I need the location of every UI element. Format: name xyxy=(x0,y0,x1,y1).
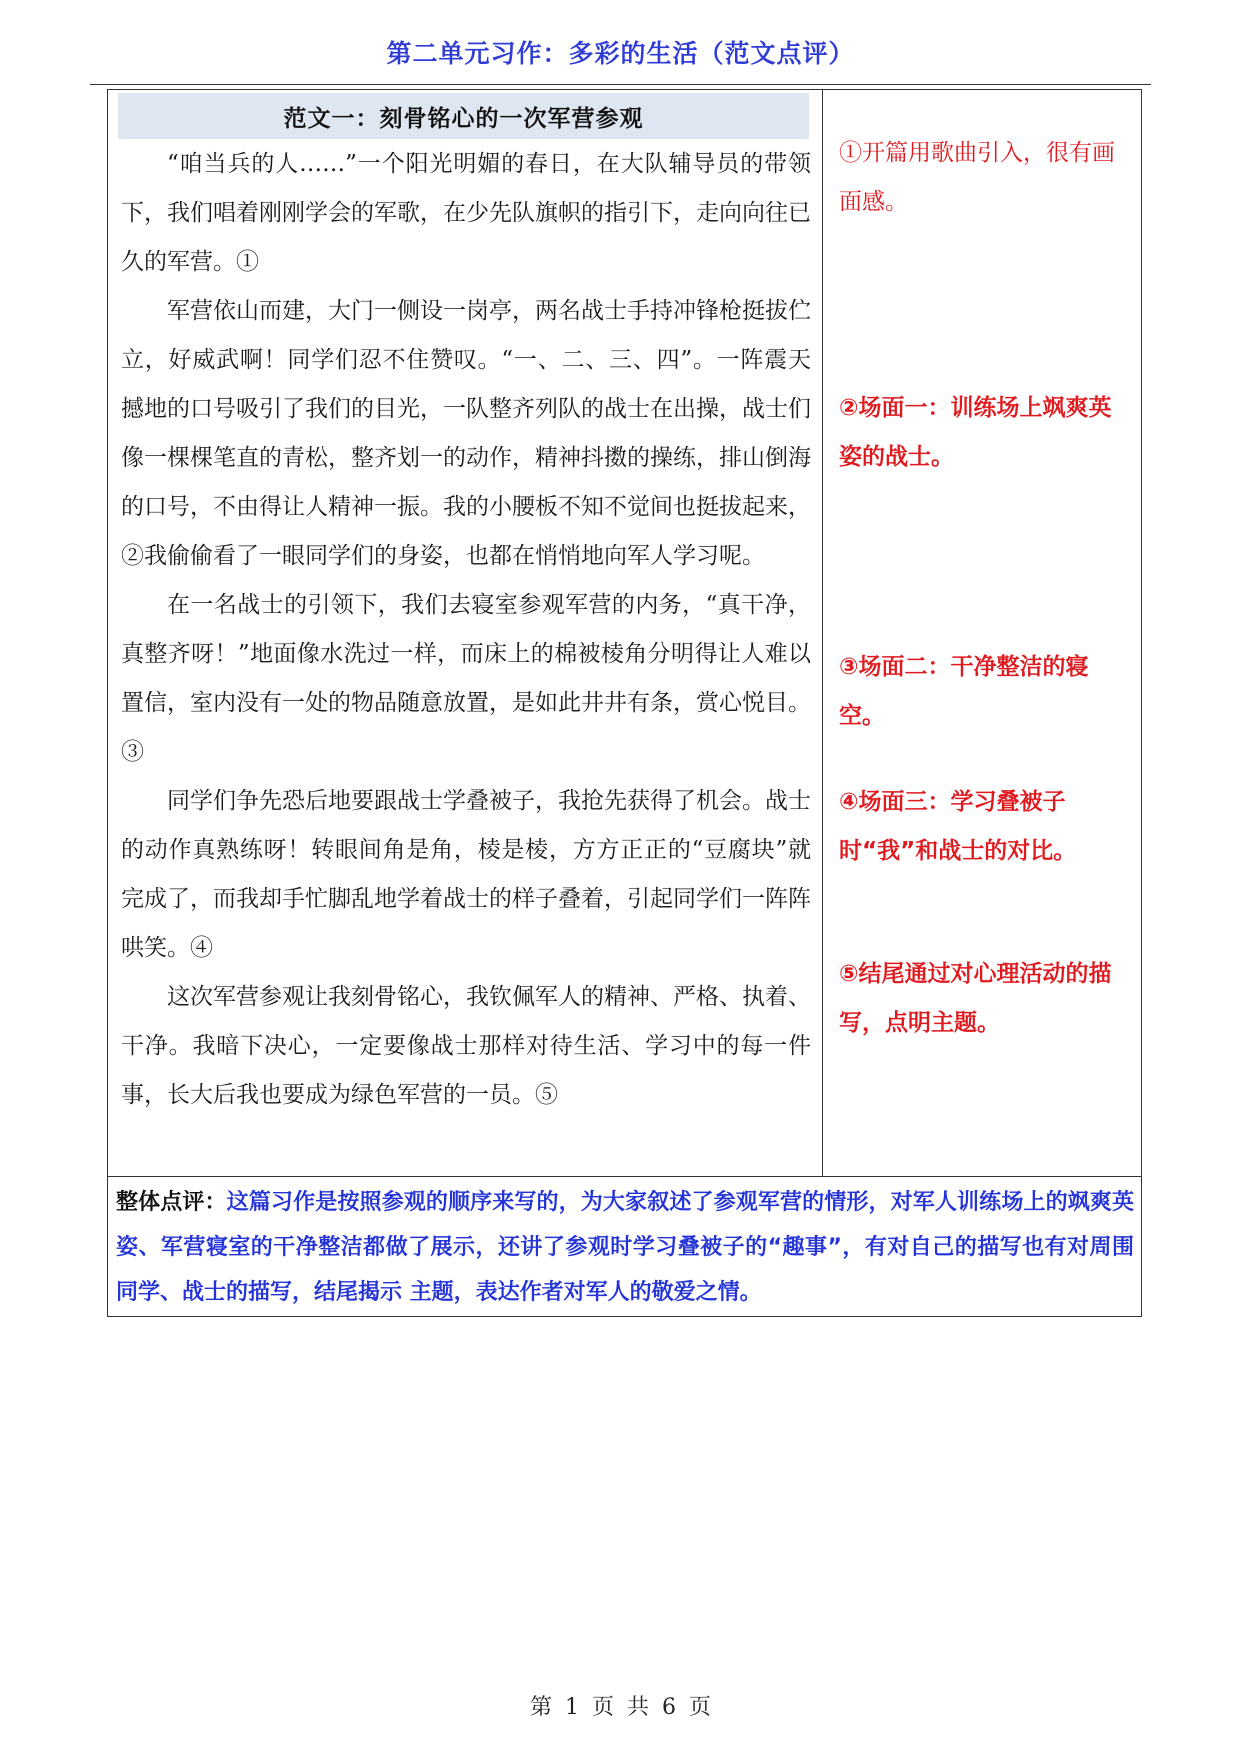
overall-comment-label: 整体点评： xyxy=(116,1190,227,1215)
essay-paragraph: “咱当兵的人……”一个阳光明媚的春日，在大队辅导员的带领下，我们唱着刚刚学会的军歌，在少先队旗帜的指引下，走向向往已久的军营。① xyxy=(121,151,811,275)
essay-paragraph: 军营依山而建，大门一侧设一岗亭，两名战士手持冲锋枪挺拔伫立，好威武啊！同学们忍不住赞叹。“一、二、三、四”。一阵震天撼地的口号吸引了我们的目光，一队整齐列队的战士在出操，战士们像一棵棵笔直的青松，整齐划一的动作，精神抖擞的操练，排山倒海的口号，不由得让人精神一振。我的小腰板不知不觉间也挺拔起来，②我偷偷看了一眼同学们的身姿，也都在悄悄地向军人学习呢。 xyxy=(121,298,811,569)
essay-paragraph: 在一名战士的引领下，我们去寝室参观军营的内务，“真干净，真整齐呀！”地面像水洗过一样，而床上的棉被棱角分明得让人难以置信，室内没有一处的物品随意放置，是如此井井有条，赏心悦目。③ xyxy=(121,592,811,765)
column-divider xyxy=(822,90,823,1176)
essay-body xyxy=(121,140,811,1120)
annotation-note-1: ①开篇用歌曲引入，很有画面感。 xyxy=(839,140,1115,215)
annotation-note-4: ④场面三：学习叠被子时“我”和战士的对比。 xyxy=(839,789,1077,864)
overall-comment xyxy=(116,1180,1134,1315)
annotation-note-5: ⑤结尾通过对心理活动的描写，点明主题。 xyxy=(839,961,1112,1036)
overall-comment-text: 这篇习作是按照参观的顺序来写的，为大家叙述了参观军营的情形，对军人训练场上的飒爽英姿、军营寝室的干净整洁都做了展示，还讲了参观时学习叠被子的“趣事”，有对自己的描写也有对周围同学、战士的描写，结尾揭示 主题，表达作者对军人的敬爱之情。 xyxy=(116,1190,1134,1305)
header-rule xyxy=(90,84,1151,85)
annotation-note-2: ②场面一：训练场上飒爽英姿的战士。 xyxy=(839,395,1112,470)
page-header-title: 第二单元习作：多彩的生活（范文点评） xyxy=(386,39,855,68)
essay-title: 范文一：刻骨铭心的一次军营参观 xyxy=(118,93,809,139)
essay-review-table xyxy=(107,89,1142,1317)
row-divider xyxy=(108,1176,1141,1177)
essay-paragraph: 这次军营参观让我刻骨铭心，我钦佩军人的精神、严格、执着、干净。我暗下决心，一定要像战士那样对待生活、学习中的每一件事，长大后我也要成为绿色军营的一员。⑤ xyxy=(121,984,811,1108)
page-number: 第 1 页 共 6 页 xyxy=(530,1695,711,1720)
annotation-note-3: ③场面二：干净整洁的寝空。 xyxy=(839,654,1089,729)
essay-paragraph: 同学们争先恐后地要跟战士学叠被子，我抢先获得了机会。战士的动作真熟练呀！转眼间角是角，棱是棱，方方正正的“豆腐块”就完成了，而我却手忙脚乱地学着战士的样子叠着，引起同学们一阵阵哄笑。④ xyxy=(121,788,811,961)
